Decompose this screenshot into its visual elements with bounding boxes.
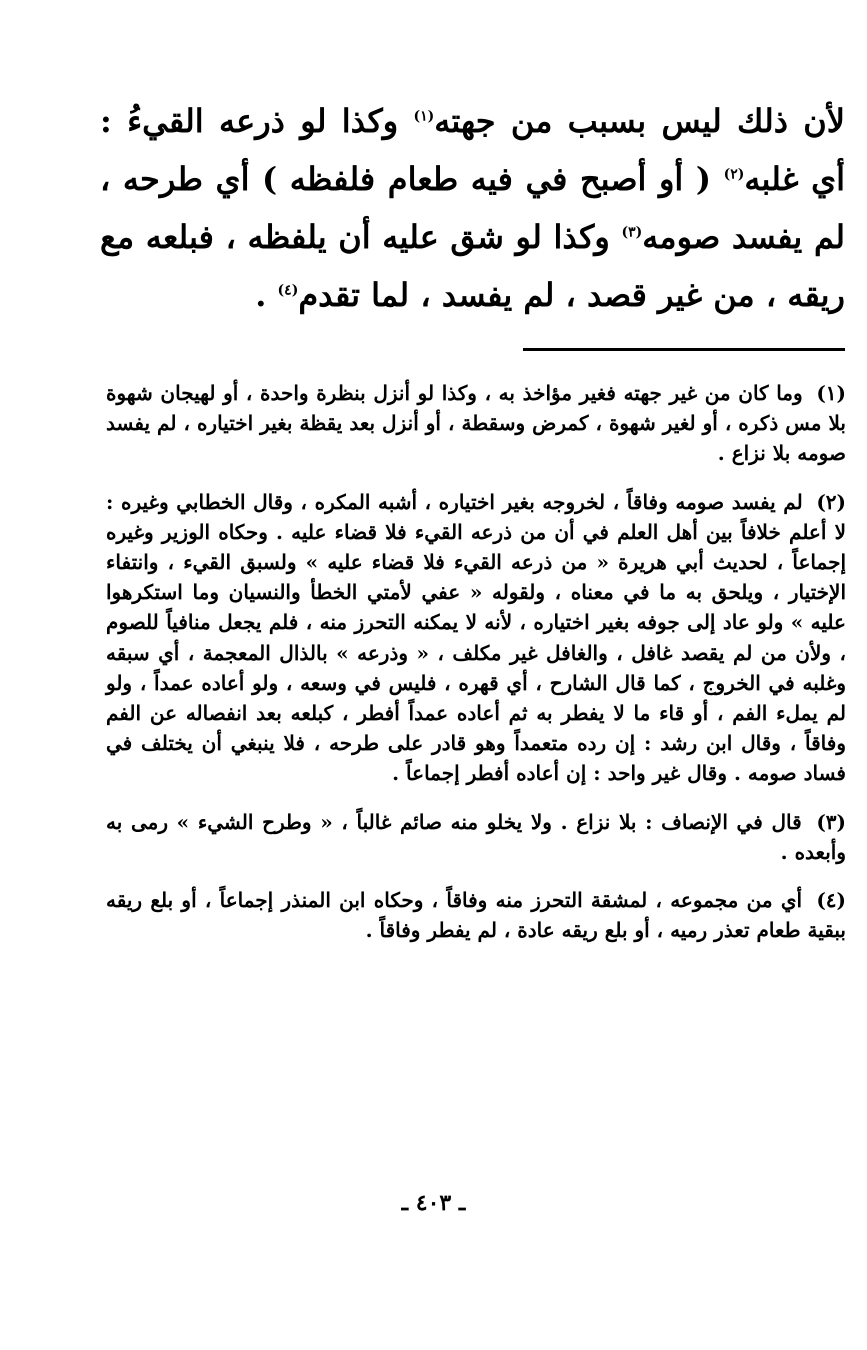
footnote-divider xyxy=(523,348,845,351)
footnote-4 xyxy=(106,885,846,945)
footnote-reference[interactable]: (٣) xyxy=(621,224,643,241)
footnote-text: وما كان من غير جهته فغير مؤاخذ به ، وكذا لو أنزل بنظرة واحدة ، أو لهيجان شهوة بلا مس ذكره ، أو لغير شهوة ، كمرض وسقطة ، أو أنزل بعد يقظة بغير اختياره ، لم يفسد صومه بلا نزاع . xyxy=(106,381,846,466)
page-number: ـ ٤٠٣ ـ xyxy=(401,1190,466,1216)
main-text-segment: وكذا لو ذرعه القيءُ : أي غلبه xyxy=(100,102,846,198)
footnote-3 xyxy=(106,807,846,867)
main-text-segment: ( أو أصبح في فيه طعام فلفظه ) أي طرحه ، لم يفسد صومه xyxy=(100,160,846,256)
footnote-number: (٣) xyxy=(816,809,846,834)
main-text-segment: لأن ذلك ليس بسبب من جهته xyxy=(434,102,846,140)
footnote-reference[interactable]: (٢) xyxy=(723,166,745,183)
footnote-1 xyxy=(106,378,846,469)
footnote-reference[interactable]: (١) xyxy=(413,108,435,125)
main-text-segment: وكذا لو شق عليه أن يلفظه ، فبلعه مع ريقه ، من غير قصد ، لم يفسد ، لما تقدم xyxy=(100,218,845,314)
footnote-number: (٢) xyxy=(816,489,846,514)
footnotes-section xyxy=(106,378,846,963)
footnote-2 xyxy=(106,487,846,789)
footnote-number: (١) xyxy=(816,381,846,405)
footnote-reference[interactable]: (٤) xyxy=(277,282,299,299)
main-text xyxy=(100,92,845,324)
footnote-number: (٤) xyxy=(816,888,846,913)
footnote-text: لم يفسد صومه وفاقاً ، لخروجه بغير اختياره ، أشبه المكره ، وقال الخطابي وغيره : لا أعلم خلافاً بين أهل العلم في أن من ذرعه القيء فلا قضاء عليه . وحكاه الوزير وغيره إجماعاً ، لحديث أبي هريرة « من ذرعه القيء فلا قضاء عليه » ولسبق القيء ، وانتفاء الإختيار ، ويلحق به ما في معناه ، ولقوله « عفي لأمتي الخطأ والنسيان وما استكرهوا عليه » ولو عاد إلى جوفه بغير اختياره ، لأنه لا يمكنه التحرز منه ، فلم يجعل منافياً للصوم ، ولأن من لم يقصد غافل ، والغافل غير مكلف ، « وذرعه » بالذال المعجمة ، أي سبقه وغلبه في الخروج ، كما قال الشارح ، أي قهره ، فليس في وسعه ، ولو أعاده عمداً ، ولو لم يملء الفم ، أو قاء ما لا يفطر به ثم أعاده عمداً أفطر ، كبلعه بعد انفصاله عن الفم وفاقاً ، وقال ابن رشد : إن رده متعمداً وهو قادر على طرحه ، فلا ينبغي أن يختلف في فساد صومه . وقال غير واحد : إن أعاده أفطر إجماعاً . xyxy=(106,489,846,786)
main-text-segment: . xyxy=(255,276,278,314)
footnote-text: أي من مجموعه ، لمشقة التحرز منه وفاقاً ، وحكاه ابن المنذر إجماعاً ، أو بلع ريقه ببقية طعام تعذر رميه ، أو بلع ريقه عادة ، لم يفطر وفاقاً . xyxy=(106,888,846,943)
footnote-text: قال في الإنصاف : بلا نزاع . ولا يخلو منه صائم غالباً ، « وطرح الشيء » رمى به وأبعده . xyxy=(106,809,846,864)
